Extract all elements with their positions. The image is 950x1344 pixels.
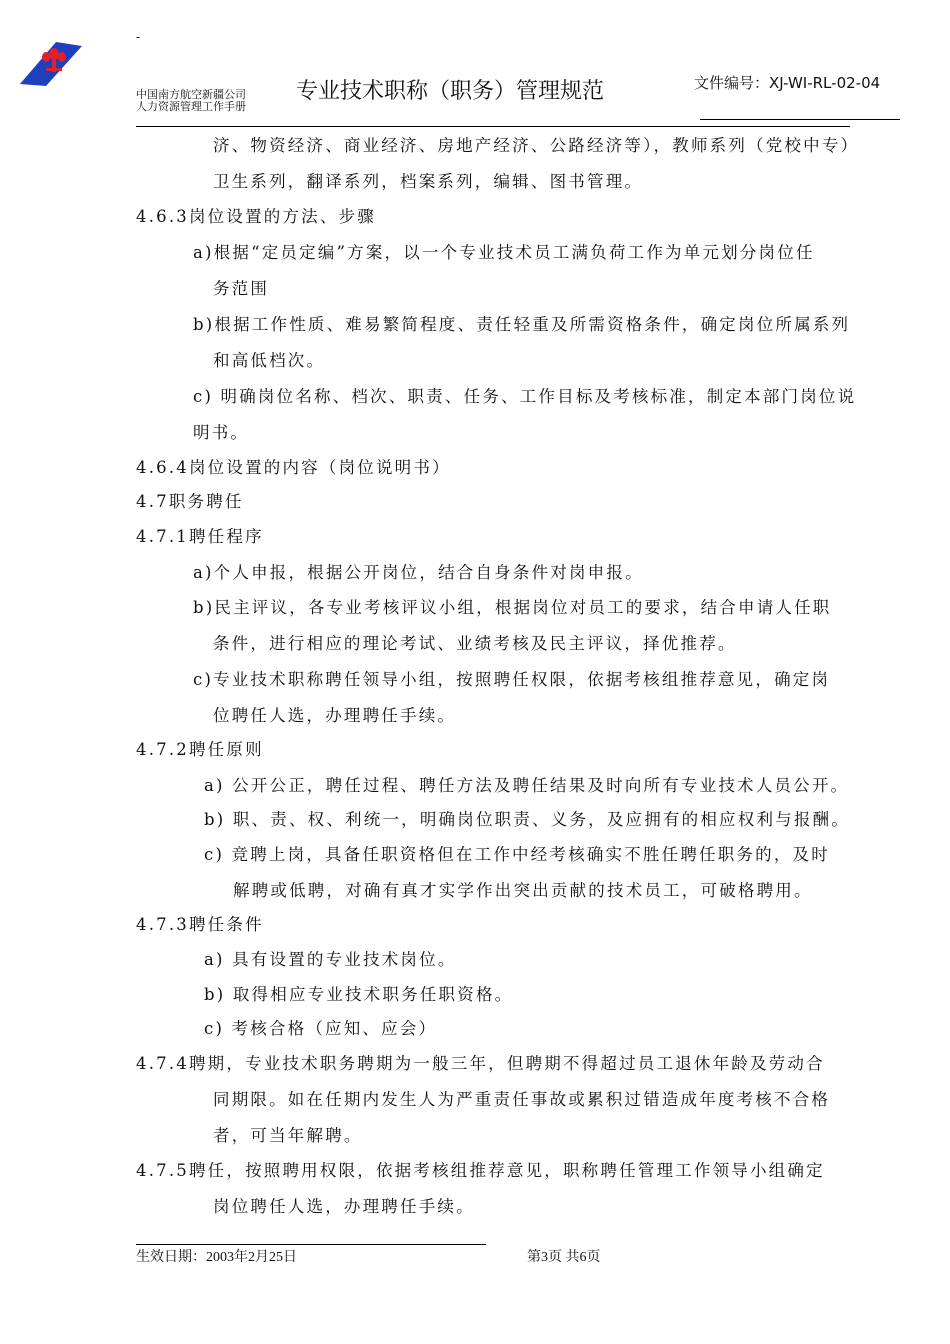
body-line: b)民主评议，各专业考核评议小组，根据岗位对员工的要求，结合申请人任职 [193,598,832,617]
section-heading: 4.7职务聘任 [136,492,244,511]
body-line: b)根据工作性质、难易繁简程度、责任轻重及所需资格条件，确定岗位所属系列 [193,315,851,334]
page-number: 第3页 共6页 [527,1250,601,1265]
body-line: c) 竞聘上岗，具备任职资格但在工作中经考核确实不胜任聘任职务的，及时 [204,845,830,864]
company-name [136,89,246,113]
section-heading: 4.7.5聘任，按照聘用权限，依据考核组推荐意见，职称聘任管理工作领导小组确定 [136,1161,825,1180]
body-line: 位聘任人选，办理聘任手续。 [213,706,457,725]
header-dash: - [136,30,141,44]
section-heading: 4.7.1聘任程序 [136,527,264,546]
body-line: a) 公开公正，聘任过程、聘任方法及聘任结果及时向所有专业技术人员公开。 [204,776,850,795]
company-line-1: 中国南方航空新疆公司 [136,88,246,101]
airline-logo [12,40,84,88]
section-heading: 4.7.4聘期，专业技术职务聘期为一般三年，但聘期不得超过员工退休年龄及劳动合 [136,1054,825,1073]
body-line: c) 明确岗位名称、档次、职责、任务、工作目标及考核标准，制定本部门岗位说 [193,387,857,406]
section-heading: 4.6.4岗位设置的内容（岗位说明书） [136,458,451,477]
body-line: 和高低档次。 [213,351,326,370]
body-line: c) 考核合格（应知、应会） [204,1019,438,1038]
body-line: b) 取得相应专业技术职务任职资格。 [204,985,514,1004]
body-line: a)根据“定员定编”方案，以一个专业技术员工满负荷工作为单元划分岗位任 [193,243,815,262]
document-title: 专业技术职称（职务）管理规范 [296,79,605,104]
body-line: b) 职、责、权、利统一，明确岗位职责、义务，及应拥有的相应权利与报酬。 [204,810,850,829]
body-line: 解聘或低聘，对确有真才实学作出突出贡献的技术员工，可破格聘用。 [233,881,813,900]
logo-blue-tail-shape [20,42,82,86]
footer-rule [136,1244,486,1245]
company-line-2: 人力资源管理工作手册 [136,100,246,113]
body-line: 同期限。如在任期内发生人为严重责任事故或累积过错造成年度考核不合格 [213,1090,831,1109]
header-rule-right [700,119,900,120]
document-number: 文件编号：XJ-WI-RL-02-04 [694,74,881,92]
body-line: a) 具有设置的专业技术岗位。 [204,950,457,969]
body-line: 卫生系列，翻译系列，档案系列，编辑、图书管理。 [213,172,644,191]
effective-date: 生效日期：2003年2月25日 [136,1250,297,1265]
body-line: a)个人申报，根据公开岗位，结合自身条件对岗申报。 [193,563,644,582]
body-line: 条件，进行相应的理论考试、业绩考核及民主评议，择优推荐。 [213,634,737,653]
body-line: 者，可当年解聘。 [213,1126,363,1145]
body-line: 济、物资经济、商业经济、房地产经济、公路经济等），教师系列（党校中专） [213,136,860,155]
header-rule [136,126,850,127]
body-line: 务范围 [213,279,270,298]
body-line: c)专业技术职称聘任领导小组，按照聘任权限，依据考核组推荐意见，确定岗 [193,670,831,689]
section-heading: 4.6.3岗位设置的方法、步骤 [136,207,376,226]
body-line: 明书。 [193,423,250,442]
section-heading: 4.7.3聘任条件 [136,915,264,934]
section-heading: 4.7.2聘任原则 [136,740,264,759]
body-line: 岗位聘任人选，办理聘任手续。 [213,1197,475,1216]
